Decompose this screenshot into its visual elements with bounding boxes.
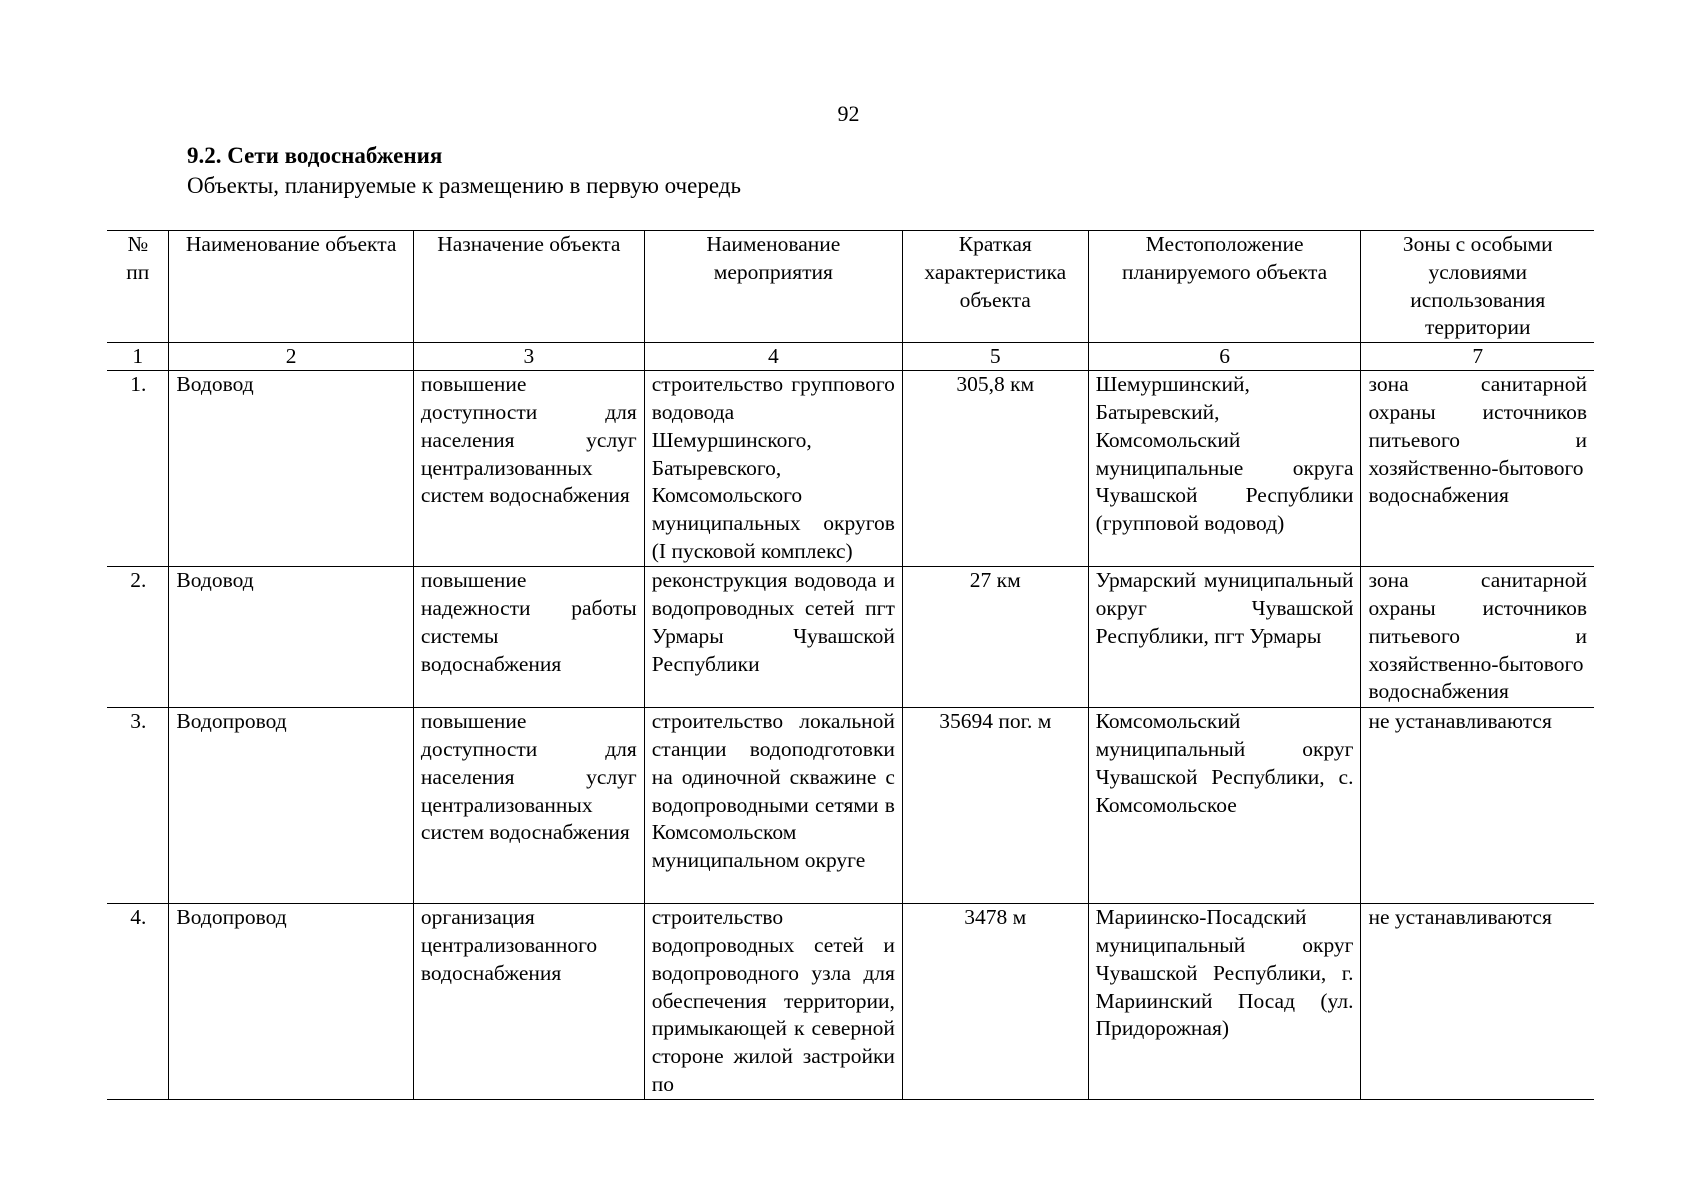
special-zones: не устанавливаются	[1361, 904, 1594, 1100]
page-number: 92	[837, 101, 860, 126]
column-number: 5	[902, 343, 1088, 371]
table-row	[107, 567, 1594, 708]
table-row	[107, 708, 1594, 904]
object-characteristic: 27 км	[902, 567, 1088, 708]
object-location: Мариинско-Посадский муниципальный округ Чувашской Республики, г. Мариинский Посад (ул. Придорожная)	[1088, 904, 1361, 1100]
header-cell: Назначение объекта	[413, 231, 644, 343]
table-row	[107, 371, 1594, 567]
special-zones: зона санитарной охраны источников питьевого и хозяйственно-бытового водоснабжения	[1361, 567, 1594, 708]
measure-name: строительство локальной станции водоподготовки на одиночной скважине с водопроводными сетями в Комсомольском муниципальном округе	[644, 708, 902, 904]
header-cell: № пп	[107, 231, 169, 343]
row-number: 2.	[107, 567, 169, 708]
object-name: Водовод	[169, 567, 414, 708]
object-characteristic: 35694 пог. м	[902, 708, 1088, 904]
object-purpose: организация централизованного водоснабжения	[413, 904, 644, 1100]
object-location: Урмарский муниципальный округ Чувашской Республики, пгт Урмары	[1088, 567, 1361, 708]
special-zones: не устанавливаются	[1361, 708, 1594, 904]
column-number-row	[107, 343, 1594, 371]
special-zones: зона санитарной охраны источников питьевого и хозяйственно-бытового водоснабжения	[1361, 371, 1594, 567]
object-location: Шемуршинский, Батыревский, Комсомольский муниципальные округа Чувашской Республики (групповой водовод)	[1088, 371, 1361, 567]
table-header-row	[107, 231, 1594, 343]
object-characteristic: 305,8 км	[902, 371, 1088, 567]
measure-name: реконструкция водовода и водопроводных сетей пгт Урмары Чувашской Республики	[644, 567, 902, 708]
row-number: 3.	[107, 708, 169, 904]
header-cell: Местоположение планируемого объекта	[1088, 231, 1361, 343]
table-row	[107, 904, 1594, 1100]
column-number: 3	[413, 343, 644, 371]
measure-name: строительство группового водовода Шемуршинского, Батыревского, Комсомольского муниципальных округов (I пусковой комплекс)	[644, 371, 902, 567]
column-number: 7	[1361, 343, 1594, 371]
water-supply-table	[107, 230, 1594, 1100]
measure-name: строительство водопроводных сетей и водопроводного узла для обеспечения территории, примыкающей к северной стороне жилой застройки по	[644, 904, 902, 1100]
object-purpose: повышение доступности для населения услуг централизованных систем водоснабжения	[413, 708, 644, 904]
object-name: Водопровод	[169, 708, 414, 904]
column-number: 4	[644, 343, 902, 371]
header-cell: Наименование объекта	[169, 231, 414, 343]
header-cell: Наименование мероприятия	[644, 231, 902, 343]
object-name: Водопровод	[169, 904, 414, 1100]
row-number: 4.	[107, 904, 169, 1100]
header-cell: Краткая характеристика объекта	[902, 231, 1088, 343]
column-number: 1	[107, 343, 169, 371]
column-number: 6	[1088, 343, 1361, 371]
object-location: Комсомольский муниципальный округ Чувашской Республики, с. Комсомольское	[1088, 708, 1361, 904]
column-number: 2	[169, 343, 414, 371]
row-number: 1.	[107, 371, 169, 567]
section-subtitle: Объекты, планируемые к размещению в первую очередь	[187, 173, 741, 198]
section-title: 9.2. Сети водоснабжения	[187, 143, 443, 168]
object-name: Водовод	[169, 371, 414, 567]
header-cell: Зоны с особыми условиями использования территории	[1361, 231, 1594, 343]
object-purpose: повышение надежности работы системы водоснабжения	[413, 567, 644, 708]
object-characteristic: 3478 м	[902, 904, 1088, 1100]
object-purpose: повышение доступности для населения услуг централизованных систем водоснабжения	[413, 371, 644, 567]
